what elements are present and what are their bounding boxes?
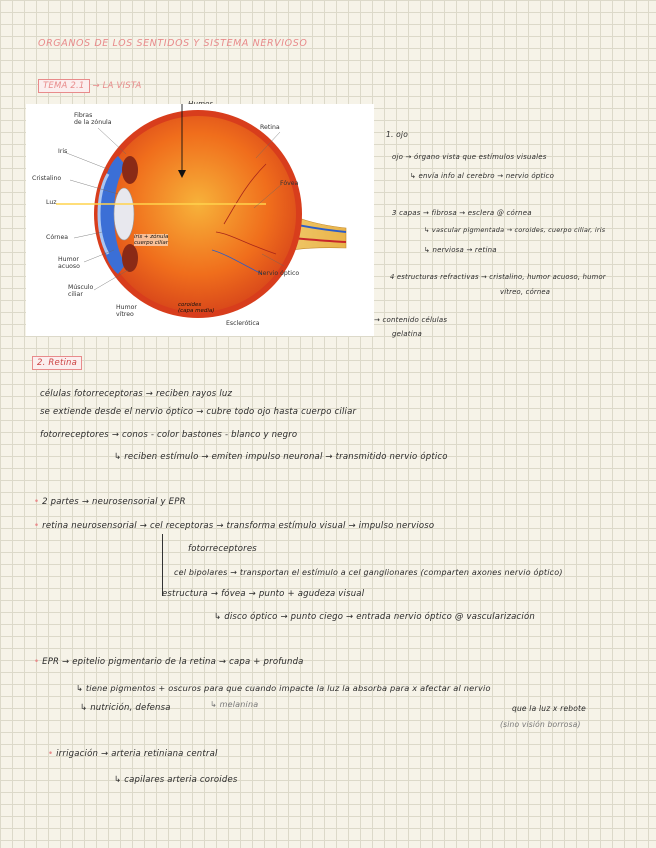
hand-label-coroides: coroides (capa media) [178, 302, 215, 314]
retina-line-1: células fotorreceptoras → reciben rayos luz [40, 389, 233, 399]
note-10: gelatina [392, 330, 422, 338]
note-3: ↳ envía info al cerebro → nervio óptico [410, 172, 555, 180]
bracket-line [162, 534, 163, 596]
epr-line-1: • EPR → epitelio pigmentario de la retina → capa + profunda [34, 657, 304, 667]
partes-line-1: • 2 partes → neurosensorial y EPR [34, 497, 186, 507]
retina-heading-badge: 2. Retina [32, 356, 82, 370]
epr-line-4: que la luz x rebote [512, 704, 586, 713]
label-musculo-ciliar: Músculo ciliar [68, 284, 94, 299]
label-luz: Luz [46, 199, 57, 206]
label-cornea: Córnea [46, 234, 69, 241]
page-title: ORGANOS DE LOS SENTIDOS Y SISTEMA NERVIOSO [38, 38, 308, 49]
epr-line-melanina: ↳ melanina [210, 700, 259, 709]
retina-heading [32, 358, 82, 368]
partes-line-6: ↳ disco óptico → punto ciego → entrada nervio óptico @ vascularización [214, 612, 535, 622]
bullet-icon: • [34, 497, 43, 507]
bullet-icon: • [34, 521, 43, 531]
note-8: vítreo, córnea [500, 288, 551, 296]
retina-line-3: fotorreceptores → conos - color bastones - blanco y negro [40, 430, 298, 440]
partes-line-5: estructura → fóvea → punto + agudeza visual [162, 589, 365, 599]
irrigacion-line-2: ↳ capilares arteria coroides [114, 775, 238, 785]
note-2: ojo → órgano vista que estímulos visuales [392, 153, 547, 161]
note-1: 1. ojo [386, 130, 409, 139]
label-iris: Iris [58, 148, 68, 155]
note-4: 3 capas → fibrosa → esclera @ córnea [392, 209, 532, 217]
label-cristalino: Cristalino [32, 175, 62, 182]
label-nervio-optico: Nervio óptico [258, 270, 300, 277]
epr-line-3: ↳ nutrición, defensa [80, 703, 171, 713]
label-fibras-zonula: Fibras de la zónula [74, 112, 112, 127]
bullet-icon: • [48, 749, 57, 759]
tema-arrow-text: → LA VISTA [92, 81, 142, 91]
note-9: → contenido células [374, 316, 448, 324]
label-esclerotica: Esclerótica [226, 320, 260, 327]
bullet-icon: • [34, 657, 43, 667]
eye-anatomy-figure [26, 104, 374, 336]
hand-label-iris-cuerpo-ciliar: iris + zónula cuerpo ciliar [134, 234, 169, 246]
label-retina: Retina [260, 124, 280, 131]
irrigacion-line-1: • irrigación → arteria retiniana central [48, 749, 218, 759]
label-humor-vitreo: Humor vítreo [116, 304, 137, 319]
retina-line-2: se extiende desde el nervio óptico → cubre todo ojo hasta cuerpo ciliar [40, 407, 357, 417]
note-5: ↳ vascular pigmentada → coroides, cuerpo ciliar, iris [424, 226, 606, 234]
label-fovea: Fóvea [280, 180, 299, 187]
retina-line-4: ↳ reciben estímulo → emiten impulso neuronal → transmitido nervio óptico [114, 452, 448, 462]
partes-line-2: • retina neurosensorial → cel receptoras → transforma estímulo visual → impulso nervioso [34, 521, 435, 531]
note-6: ↳ nerviosa → retina [424, 246, 497, 254]
epr-line-5: (sino visión borrosa) [500, 720, 581, 729]
tema-badge: TEMA 2.1 [38, 79, 90, 93]
epr-line-2: ↳ tiene pigmentos + oscuros para que cuando impacte la luz la absorba para x afectar al nervio [76, 683, 491, 693]
tema-heading [38, 81, 141, 91]
partes-line-3: fotorreceptores [188, 544, 257, 554]
note-7: 4 estructuras refractivas → cristalino, humor acuoso, humor [390, 273, 606, 281]
label-humor-acuoso: Humor acuoso [58, 256, 80, 271]
partes-line-4: cel bipolares → transportan el estímulo a cel ganglionares (comparten axones nervio óptico) [174, 568, 563, 577]
